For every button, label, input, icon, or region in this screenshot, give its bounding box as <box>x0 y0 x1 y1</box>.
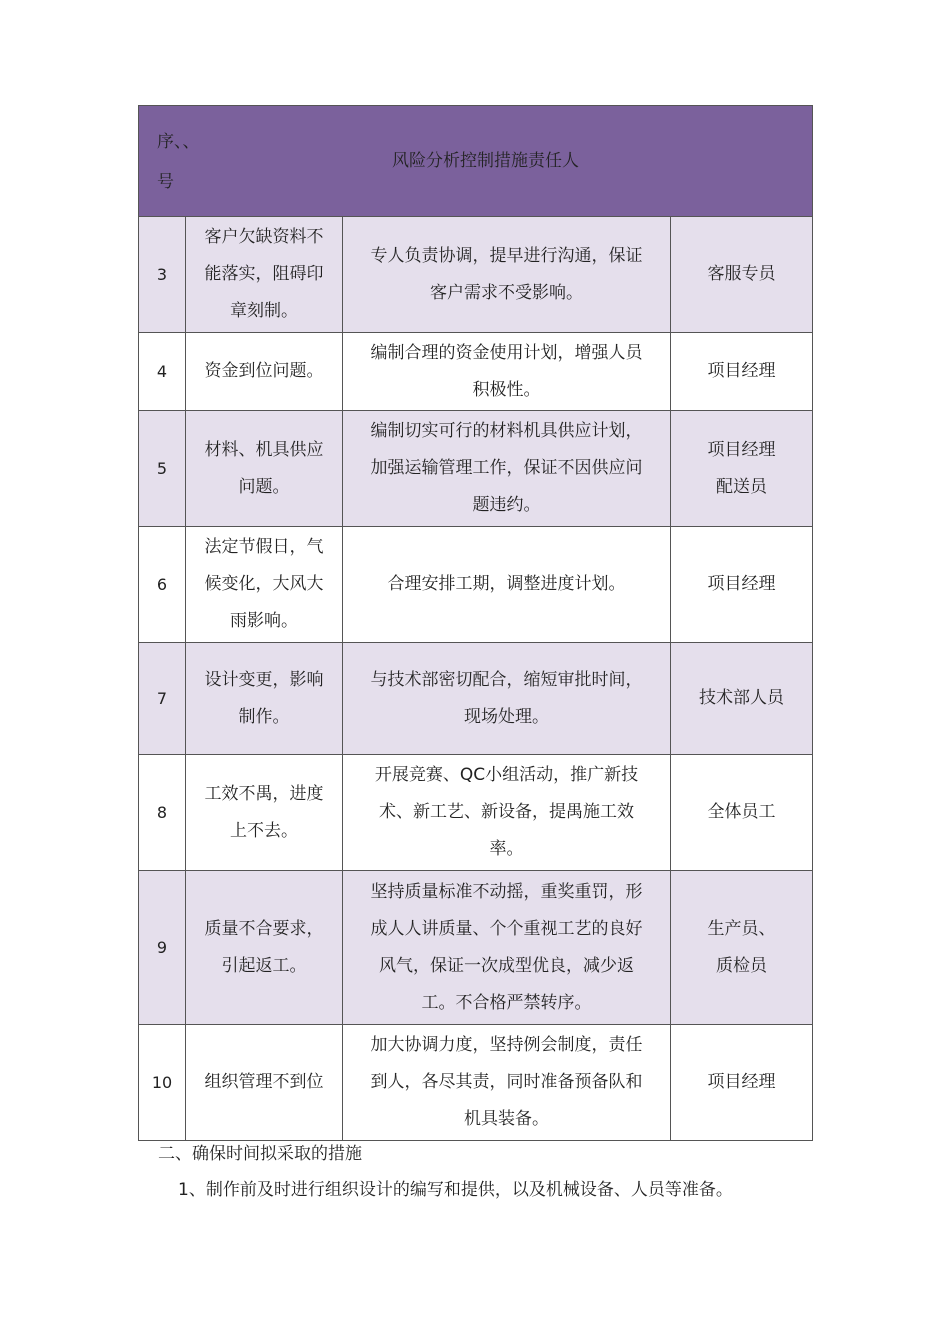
measure-cell: 坚持质量标准不动摇，重奖重罚，形 成人人讲质量、个个重视工艺的良好 风气，保证一次成型优良，减少返 工。不合格严禁转序。 <box>343 871 671 1025</box>
risk-cell: 设计变更，影响 制作。 <box>186 643 343 755</box>
owner-cell: 项目经理 <box>671 333 813 411</box>
table-row <box>139 1025 813 1141</box>
header-seq-label <box>157 122 200 202</box>
table-row <box>139 411 813 527</box>
table-row <box>139 755 813 871</box>
owner-cell: 客服专员 <box>671 217 813 333</box>
risk-cell: 组织管理不到位 <box>186 1025 343 1141</box>
measure-cell: 编制切实可行的材料机具供应计划， 加强运输管理工作，保证不因供应问 题违约。 <box>343 411 671 527</box>
paragraph-1: 1、制作前及时进行组织设计的编写和提供，以及机械设备、人员等准备。 <box>178 1180 733 1200</box>
risk-cell: 质量不合要求， 引起返工。 <box>186 871 343 1025</box>
measure-cell: 专人负责协调，提早进行沟通，保证 客户需求不受影响。 <box>343 217 671 333</box>
owner-cell: 项目经理 <box>671 527 813 643</box>
table-header-cell <box>139 106 813 217</box>
measure-cell: 与技术部密切配合，缩短审批时间， 现场处理。 <box>343 643 671 755</box>
owner-cell: 项目经理 <box>671 1025 813 1141</box>
risk-cell: 工效不禺，进度 上不去。 <box>186 755 343 871</box>
header-seq-line2: 号 <box>157 172 174 192</box>
row-number-cell: 6 <box>139 527 186 643</box>
table-row <box>139 217 813 333</box>
table-header-row <box>139 106 813 217</box>
measure-cell: 编制合理的资金使用计划，增强人员 积极性。 <box>343 333 671 411</box>
row-number-cell: 9 <box>139 871 186 1025</box>
measure-cell: 加大协调力度，坚持例会制度，责任 到人，各尽其责，同时准备预备队和 机具装备。 <box>343 1025 671 1141</box>
measure-cell: 合理安排工期，调整进度计划。 <box>343 527 671 643</box>
row-number-cell: 7 <box>139 643 186 755</box>
owner-cell: 技术部人员 <box>671 643 813 755</box>
table-row <box>139 333 813 411</box>
row-number-cell: 4 <box>139 333 186 411</box>
owner-cell: 生产员、 质检员 <box>671 871 813 1025</box>
section-title: 二、确保时间拟采取的措施 <box>158 1144 362 1164</box>
risk-cell: 材料、机具供应 问题。 <box>186 411 343 527</box>
row-number-cell: 5 <box>139 411 186 527</box>
row-number-cell: 8 <box>139 755 186 871</box>
owner-cell: 项目经理 配送员 <box>671 411 813 527</box>
header-seq-line1: 序、、 <box>157 132 200 152</box>
owner-cell: 全体员工 <box>671 755 813 871</box>
table-row <box>139 643 813 755</box>
risk-cell: 资金到位问题。 <box>186 333 343 411</box>
risk-cell: 法定节假日，气 候变化，大风大 雨影响。 <box>186 527 343 643</box>
risk-cell: 客户欠缺资料不 能落实，阻碍印 章刻制。 <box>186 217 343 333</box>
row-number-cell: 10 <box>139 1025 186 1141</box>
table-row <box>139 527 813 643</box>
risk-control-table <box>138 105 813 1141</box>
row-number-cell: 3 <box>139 217 186 333</box>
table-row <box>139 871 813 1025</box>
header-columns-label: 风险分析控制措施责任人 <box>392 150 579 171</box>
measure-cell: 开展竞赛、QC小组活动，推广新技 术、新工艺、新设备，提禺施工效 率。 <box>343 755 671 871</box>
